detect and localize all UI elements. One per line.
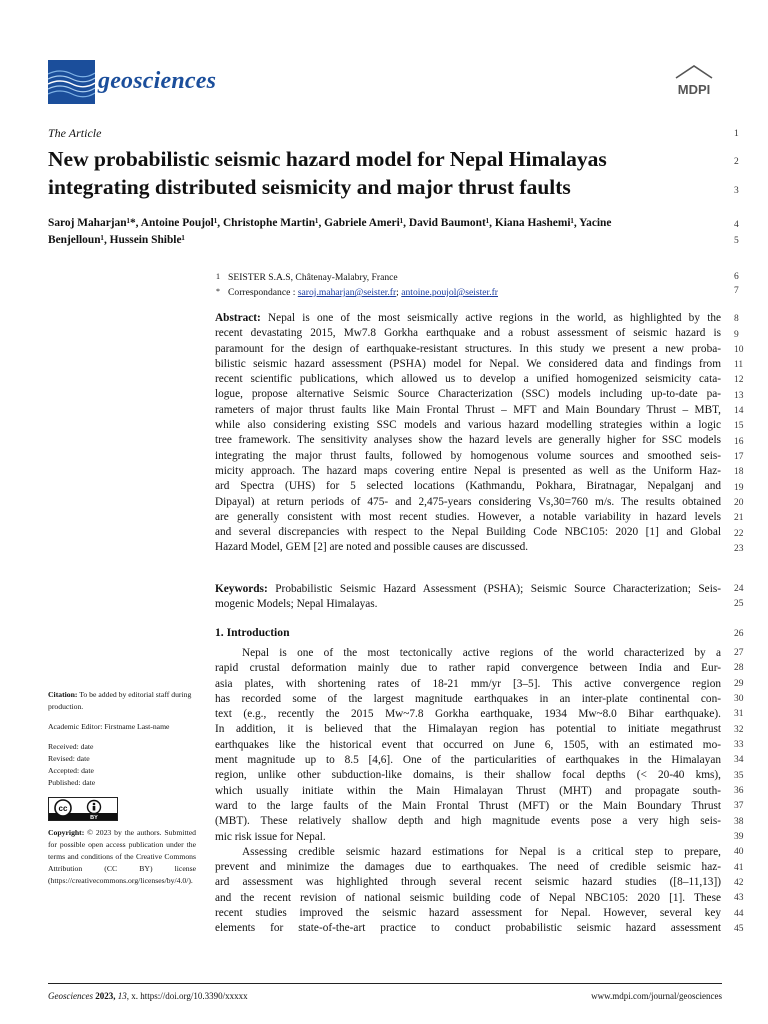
line-number: 30	[734, 694, 744, 704]
abstract-line: Hazard Model, GEM [2] are noted and possible causes are discussed.	[215, 541, 529, 554]
revised-date: Revised: date	[48, 754, 90, 763]
footer-journal: Geosciences	[48, 991, 93, 1001]
title-line: New probabilistic seismic hazard model for Nepal Himalayas	[48, 147, 607, 171]
line-number: 34	[734, 755, 744, 765]
intro-line: earthquakes like the historical event that occurred on June 6, 1505, with an estimated mo-	[215, 738, 721, 751]
abstract-line: recent devastating 2015, Mw7.8 Gorkha earthquake and a robust assessment of seismic hazard is	[215, 327, 721, 340]
copyright-notice: Copyright: © 2023 by the authors. Submitted for possible open access publication under the terms and conditions of the Creative Commons Attribution (CC BY) license (https://creativecommons.org/licenses/by/4.0/).	[48, 828, 196, 885]
line-number: 23	[734, 544, 744, 554]
abstract-line: ard Spectra (UHS) for 5 selected locations (Kathmandu, Pokhara, Biratnagar, Nepalganj and	[215, 480, 721, 493]
line-number: 8	[734, 314, 739, 324]
section-heading: 1. Introduction	[215, 626, 290, 639]
intro-line: asia plates, with shortening rates of 18-21 mm/yr [3–5]. This active convergence region	[215, 677, 721, 690]
line-number: 12	[734, 375, 744, 385]
abstract-line: Dipayal) at return periods of 475- and 2,475-years considering Vs,30=760 m/s. The results obtained	[215, 495, 721, 508]
line-number: 41	[734, 863, 744, 873]
journal-logo-icon	[48, 60, 95, 104]
received-date: Received: date	[48, 742, 94, 751]
paper-title	[48, 145, 728, 201]
journal-name: geosciences	[98, 68, 217, 94]
keywords-label: Keywords:	[215, 583, 268, 595]
article-info-sidebar	[48, 689, 196, 895]
cc-badge-label: BY	[90, 815, 98, 820]
mdpi-logo-icon	[668, 62, 720, 102]
line-number: 29	[734, 679, 744, 689]
abstract-line: and several discrepancies with respect to the Nepal Building Code NBC105: 2020 [1] and Global	[215, 526, 721, 539]
academic-editor: Academic Editor: Firstname Last-name	[48, 722, 170, 731]
abstract-line: rameters of major thrust faults like Main Frontal Thrust – MFT and Main Boundary Thrust – MBT,	[215, 403, 721, 416]
line-number: 45	[734, 924, 744, 934]
author-list	[48, 215, 720, 249]
intro-line: ward to the large faults of the Main Frontal Thrust (MFT) or the Main Boundary Thrust	[215, 799, 721, 812]
keywords-line: Keywords: Probabilistic Seismic Hazard Assessment (PSHA); Seismic Source Characterization; Seis-	[215, 583, 721, 595]
line-number: 35	[734, 771, 744, 781]
line-number: 2	[734, 157, 739, 167]
line-number: 24	[734, 584, 744, 594]
intro-line: which usually initiate within the Main Himalayan Thrust (MHT) and propagate south-	[215, 784, 721, 797]
intro-line: Assessing credible seismic hazard estimations for Nepal is a critical step to prepare,	[242, 845, 721, 858]
abstract-line: bilistic seismic hazard assessment (PSHA) model for Nepal. We considered data and findings from	[215, 357, 721, 370]
affiliation-text: SEISTER S.A.S, Châtenay-Malabry, France	[228, 272, 398, 283]
abstract-line: Abstract: Nepal is one of the most seismically active regions in the world, as highlighted by the	[215, 312, 721, 324]
line-number: 1	[734, 129, 739, 139]
introduction-text	[215, 646, 721, 937]
line-number: 28	[734, 663, 744, 673]
email-link-2[interactable]: antoine.poujol@seister.fr	[401, 287, 498, 298]
abstract-line: while also considering existing SSC models and various hazard modelling strategies within a logic	[215, 419, 721, 432]
accepted-date: Accepted: date	[48, 766, 94, 775]
author-line: Benjelloun¹, Hussein Shible¹	[48, 234, 185, 246]
line-number: 40	[734, 847, 744, 857]
affiliations	[216, 270, 716, 300]
email-separator: ;	[396, 287, 399, 298]
line-number: 27	[734, 648, 744, 658]
article-type: The Article	[48, 126, 102, 140]
intro-line: In addition, it is believed that the Himalayan region has potential to initiate megathrust	[215, 723, 721, 736]
line-number: 11	[734, 360, 744, 370]
line-number: 17	[734, 452, 744, 462]
intro-line: ment magnitude up to 8.5 [4,6]. One of the particularities of earthquakes in the Himalayan	[215, 754, 721, 767]
line-number: 3	[734, 186, 739, 196]
intro-line: text (e.g., recently the 2015 Mw~7.8 Gorkha earthquake, 1934 Mw~8.0 Bihar earthquake).	[215, 708, 721, 721]
line-number: 4	[734, 220, 739, 230]
footer-citation: Geosciences 2023, 13, x. https://doi.org/10.3390/xxxxx	[48, 991, 248, 1001]
line-number: 43	[734, 893, 744, 903]
keywords	[215, 582, 721, 613]
svg-text:cc: cc	[58, 804, 68, 813]
line-number: 31	[734, 709, 744, 719]
intro-line: ard assessment was highlighted through several recent seismic hazard studies ([8–11,13])	[215, 876, 721, 889]
line-number: 42	[734, 878, 744, 888]
line-number: 10	[734, 345, 744, 355]
line-number: 38	[734, 817, 744, 827]
intro-line: and the recent revision of national seismic building code of Nepal NBC105: 2020 [1]. These	[215, 891, 721, 904]
intro-line: rapid crustal deformation mainly due to rather rapid convergence between India and Eur-	[215, 662, 721, 675]
intro-line: Nepal is one of the most tectonically active regions of the world characterized by a	[242, 647, 721, 659]
intro-line: region, unlike other subduction-like domains, is their shallow focal depths (< 20-40 kms),	[215, 769, 721, 782]
copyright-label: Copyright:	[48, 828, 85, 837]
line-number: 44	[734, 909, 744, 919]
line-number: 16	[734, 437, 744, 447]
footer-volume: 13	[117, 991, 127, 1001]
line-number: 15	[734, 421, 744, 431]
line-number: 19	[734, 483, 744, 493]
intro-line: (MBT). These relatively shallow depth and high magnitude events pose a very high seis-	[215, 815, 721, 828]
publisher-name: MDPI	[677, 82, 711, 97]
cc-by-license-icon[interactable]	[48, 797, 118, 821]
title-line: integrating distributed seismicity and major thrust faults	[48, 175, 571, 199]
line-number: 32	[734, 725, 744, 735]
affiliation-marker: 1	[216, 272, 220, 281]
line-number: 9	[734, 330, 739, 340]
correspondence	[216, 285, 716, 300]
keywords-line: mogenic Models; Nepal Himalayas.	[215, 598, 378, 611]
abstract-line: are generally consistent with most recent studies. However, a notable variability in hazard levels	[215, 510, 721, 523]
footer-divider	[48, 983, 722, 984]
line-number: 25	[734, 599, 744, 609]
affiliation-1	[216, 270, 716, 285]
author-line: Saroj Maharjan¹*, Antoine Poujol¹, Christophe Martin¹, Gabriele Ameri¹, David Baumont¹, Kiana Hashemi¹, Yacine	[48, 217, 612, 229]
abstract-line: paramount for the design of earthquake-resistant structures. In this study we present a new proba-	[215, 342, 721, 355]
abstract-line: logue, propose alternative Seismic Source Characterization (SSC) models including up-to-date pa-	[215, 388, 721, 401]
line-number: 18	[734, 467, 744, 477]
intro-line: has recorded some of the largest magnitude earthquakes in an inter-plate continental con-	[215, 692, 721, 705]
line-number: 14	[734, 406, 744, 416]
line-number: 36	[734, 786, 744, 796]
line-number: 20	[734, 498, 744, 508]
correspondence-label: Correspondance :	[228, 287, 298, 298]
abstract-line: micity approach. The hazard maps covering entire Nepal is presented as well as the Uniform Haz-	[215, 464, 721, 477]
abstract	[215, 311, 721, 556]
intro-line: mic risk issue for Nepal.	[215, 830, 326, 843]
abstract-line: recent scientific publications, which allowed us to develop a unified homogenized seismicity cata-	[215, 373, 721, 386]
intro-line: prevent and minimize the damages due to earthquakes. The need of credible seismic haz-	[215, 861, 721, 874]
published-date: Published: date	[48, 778, 96, 787]
line-number: 13	[734, 391, 744, 401]
citation-info: Citation: To be added by editorial staff during production.	[48, 690, 192, 711]
journal-header	[48, 60, 720, 110]
line-number: 6	[734, 272, 739, 282]
line-number: 26	[734, 629, 744, 639]
abstract-line: tree framework. The sensitivity analyses show the hazard levels are generally higher for SSC models	[215, 434, 721, 447]
abstract-line: integrating the major thrust faults, followed by homogenous volume sources and smoothed seis-	[215, 449, 721, 462]
line-number: 37	[734, 801, 744, 811]
correspondence-marker: *	[216, 287, 220, 296]
abstract-label: Abstract:	[215, 312, 261, 324]
line-number: 7	[734, 286, 739, 296]
line-number: 39	[734, 832, 744, 842]
intro-line: recent studies improved the seismic hazard assessment for Nepal. However, several key	[215, 907, 721, 920]
line-number: 22	[734, 529, 744, 539]
intro-line: elements for state-of-the-art practice to conduct probabilistic seismic hazard assessment	[215, 922, 721, 935]
email-link-1[interactable]: saroj.maharjan@seister.fr	[297, 287, 397, 298]
citation-label: Citation:	[48, 690, 78, 699]
footer-doi[interactable]: , x. https://doi.org/10.3390/xxxxx	[126, 991, 248, 1001]
line-number: 5	[734, 236, 739, 246]
line-number: 33	[734, 740, 744, 750]
footer-journal-url[interactable]: www.mdpi.com/journal/geosciences	[591, 991, 722, 1001]
line-number: 21	[734, 513, 744, 523]
